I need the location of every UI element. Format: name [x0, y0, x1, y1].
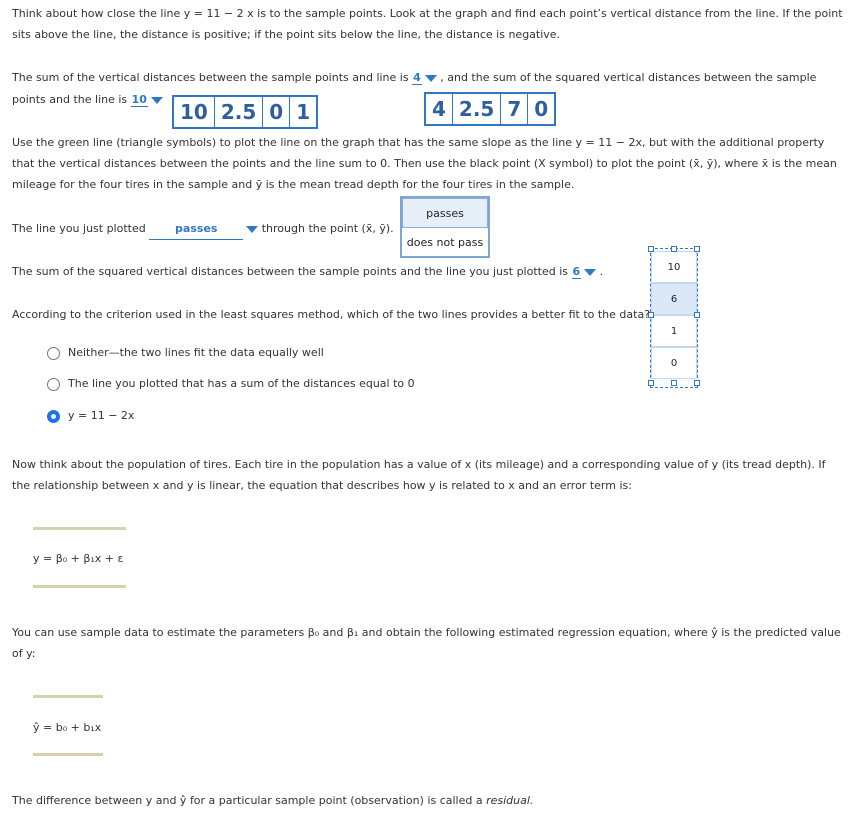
squared-option[interactable]: 10: [174, 97, 215, 127]
passes-dropdown[interactable]: [149, 218, 258, 240]
sum-squared-dropdown[interactable]: [131, 89, 163, 110]
residual-line: [12, 790, 533, 811]
instructions-line-2: that the vertical distances between the points and the line sum to 0. Then use the black point (X symbol) to plot the point (x̄, ȳ), where x̄ is the mean: [12, 157, 837, 170]
instructions-paragraph: [12, 132, 857, 195]
intro-line-2: sits above the line, the distance is positive; if the point sits below the line, the distance is negative.: [12, 28, 561, 41]
radio-option-original-line[interactable]: [47, 405, 134, 426]
radio-button[interactable]: [47, 347, 60, 360]
radio-label: Neither—the two lines fit the data equally well: [68, 346, 324, 359]
population-paragraph: [12, 454, 857, 496]
population-line-1: Now think about the population of tires. Each tire in the population has a value of x (its mileage) and a corresponding value of y (its tread depth). If: [12, 458, 826, 471]
radio-button-selected[interactable]: [47, 410, 60, 423]
population-line-2: the relationship between x and y is linear, the equation that describes how y is related to x and an error term is:: [12, 479, 632, 492]
sum-distances-value: 4: [413, 71, 421, 84]
intro-line-1: Think about how close the line y = 11 − 2 x is to the sample points. Look at the graph and find each point’s vertical distance from the line. If the point: [12, 7, 843, 20]
estimate-equation: ŷ = b₀ + b₁x: [33, 721, 102, 734]
squared-list-option[interactable]: 10: [651, 251, 697, 283]
squared-option[interactable]: 1: [296, 100, 311, 124]
population-equation: y = β₀ + β₁x + ε: [33, 552, 124, 565]
chevron-down-icon: [425, 75, 437, 82]
squared-option[interactable]: 2.5: [215, 97, 263, 127]
equation-rule-bottom: [33, 585, 126, 588]
squared-line: [12, 261, 603, 282]
resize-handle[interactable]: [648, 380, 654, 386]
chevron-down-icon: [246, 226, 258, 233]
sum-squared-value: 10: [131, 93, 147, 106]
resize-handle[interactable]: [671, 380, 677, 386]
resize-handle[interactable]: [648, 246, 654, 252]
distance-options-bar[interactable]: [424, 92, 556, 126]
distance-option[interactable]: 4: [426, 94, 453, 124]
equation-rule-top: [33, 527, 126, 530]
resize-handle[interactable]: [671, 246, 677, 252]
squared-list-option[interactable]: 0: [651, 347, 697, 379]
distance-option[interactable]: 2.5: [453, 94, 501, 124]
resize-handle[interactable]: [694, 246, 700, 252]
resize-handle[interactable]: [694, 380, 700, 386]
estimate-line-1: You can use sample data to estimate the parameters β₀ and β₁ and obtain the following estimated regression equation, where ŷ is the predicted value: [12, 626, 841, 639]
chevron-down-icon: [151, 97, 163, 104]
passes-value: passes: [149, 218, 243, 240]
instructions-line-1: Use the green line (triangle symbols) to plot the line on the graph that has the same slope as the line y = 11 − 2x, but with the additional property: [12, 136, 825, 149]
squared-text: The sum of the squared vertical distances between the sample points and the line you just plotted is: [12, 265, 568, 278]
passes-line: [12, 218, 394, 240]
estimate-paragraph: [12, 622, 857, 664]
squared-dropdown[interactable]: [572, 261, 597, 282]
sums-text-c: points and the line is: [12, 93, 128, 106]
sum-distances-dropdown[interactable]: [412, 67, 437, 88]
distance-option[interactable]: 7: [501, 94, 528, 124]
sums-line-1: [12, 67, 816, 88]
squared-list-option[interactable]: 6: [651, 283, 697, 315]
instructions-line-3: mileage for the four tires in the sample and ȳ is the mean tread depth for the four tires in the sample.: [12, 178, 575, 191]
estimate-rule-bottom: [33, 753, 103, 756]
passes-dropdown-menu: [400, 196, 490, 258]
passes-text-b: through the point (x̄, ȳ).: [261, 222, 394, 235]
squared-list-option[interactable]: 1: [651, 315, 697, 347]
squared-option[interactable]: 0: [263, 97, 290, 127]
chevron-down-icon: [584, 269, 596, 276]
distance-option[interactable]: 0: [534, 97, 549, 121]
squared-tail: .: [599, 265, 604, 278]
radio-label: The line you plotted that has a sum of the distances equal to 0: [68, 377, 415, 390]
question-text: According to the criterion used in the least squares method, which of the two lines provides a better fit to the data?: [12, 308, 651, 321]
intro-paragraph: [12, 3, 852, 45]
sums-text-a: The sum of the vertical distances between the sample points and line is: [12, 71, 409, 84]
squared-options-bar[interactable]: [172, 95, 318, 129]
sums-line-2: [12, 89, 163, 110]
radio-option-plotted-line[interactable]: [47, 373, 415, 394]
squared-options-list[interactable]: [650, 248, 698, 388]
radio-label: y = 11 − 2x: [68, 409, 135, 422]
residual-text: The difference between y and ŷ for a particular sample point (observation) is called a: [12, 794, 483, 807]
squared-value: 6: [572, 265, 581, 278]
residual-term: residual.: [486, 794, 534, 807]
does-not-pass-option[interactable]: does not pass: [406, 235, 484, 249]
resize-handle[interactable]: [694, 312, 700, 318]
radio-button[interactable]: [47, 378, 60, 391]
estimate-rule-top: [33, 695, 103, 698]
sums-text-b: , and the sum of the squared vertical distances between the sample: [440, 71, 817, 84]
estimate-line-2: of y:: [12, 647, 36, 660]
radio-option-neither[interactable]: [47, 342, 324, 363]
passes-text-a: The line you just plotted: [12, 222, 146, 235]
passes-option[interactable]: passes: [402, 198, 488, 228]
